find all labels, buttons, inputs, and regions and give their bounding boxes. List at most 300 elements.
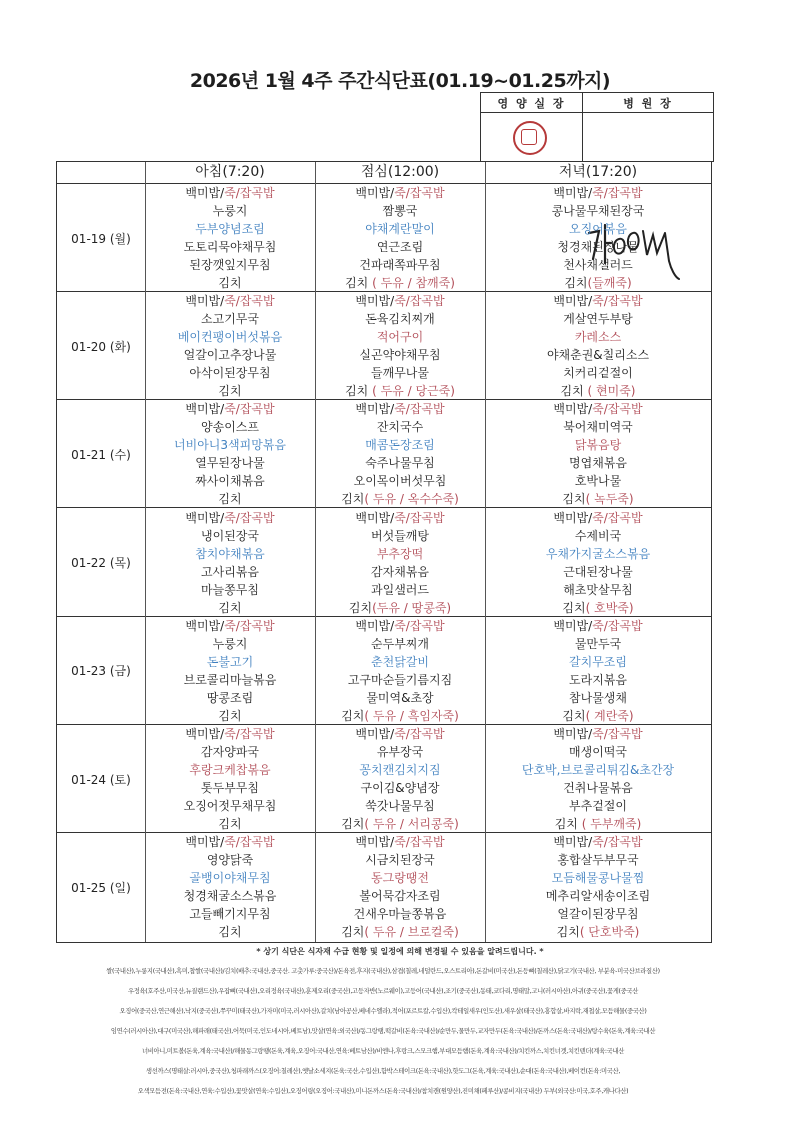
menu-item-text: 꽁치캔김치지짐 bbox=[359, 763, 441, 777]
approval-box bbox=[480, 92, 714, 162]
origin-line: 오징어(중국산,연근해산),낙지(중국산),쭈꾸미(태국산),가자미(미국,러시아산),갈치(남아공산,베네수엘라),적어(포르트칼,수입산),칵테일새우(인도산),새우살(태국산),홍합살,바지락,재첩살,모듬해물(중국산) bbox=[119, 1008, 647, 1015]
menu-item-text: 백미밥/ bbox=[185, 618, 225, 633]
menu-item-text: 얼갈이된장무침 bbox=[557, 907, 639, 922]
menu-item-text: ( 두유 / 참깨죽) bbox=[372, 276, 455, 290]
menu-item bbox=[485, 472, 711, 490]
menu-item bbox=[145, 635, 315, 653]
dinner-menu bbox=[485, 509, 711, 617]
menu-item bbox=[485, 400, 711, 418]
menu-item-text: 두부양념조림 bbox=[195, 222, 265, 236]
menu-item-text: 카레소스 bbox=[574, 330, 622, 345]
menu-item bbox=[145, 653, 315, 671]
menu-item bbox=[485, 545, 711, 563]
menu-item-text: 열무된장나물 bbox=[195, 456, 265, 471]
menu-item bbox=[315, 527, 485, 545]
dinner-menu bbox=[485, 725, 711, 833]
menu-item-text: 된장깻잎지무침 bbox=[189, 258, 271, 272]
menu-item bbox=[485, 563, 711, 581]
menu-item-text: 마늘쫑무침 bbox=[201, 582, 259, 597]
menu-item-text: 너비아니3색피망볶음 bbox=[174, 438, 286, 453]
menu-item bbox=[315, 653, 485, 671]
menu-item bbox=[485, 599, 711, 617]
seal-stamp bbox=[513, 121, 547, 155]
menu-item bbox=[485, 905, 711, 923]
column-divider bbox=[315, 162, 316, 942]
menu-item bbox=[145, 454, 315, 472]
breakfast-menu bbox=[145, 833, 315, 941]
day-date: 01-21 (수) bbox=[71, 447, 131, 462]
menu-item-text: 청경채된장나물 bbox=[557, 240, 639, 254]
menu-item bbox=[315, 923, 485, 941]
origin-line: 너비아니,미트볼(돈육,계육:국내산)/해물동그랑땡(돈육,계육,오징어:국내산,연육:베트남산)/비엔나,후랑크,스모크햄,부대모듬햄(돈육,계육:국내산)/치킨까스,치킨너겟,치킨텐더(계육:국내산 bbox=[141, 1048, 625, 1055]
menu-item bbox=[315, 617, 485, 635]
menu-item bbox=[145, 689, 315, 707]
menu-item bbox=[145, 545, 315, 563]
menu-item-text: 수제비국 bbox=[574, 528, 622, 543]
menu-item bbox=[145, 184, 315, 202]
menu-item-text: 백미밥/ bbox=[355, 835, 395, 850]
menu-item bbox=[145, 761, 315, 779]
menu-item bbox=[315, 328, 485, 346]
menu-item-text: 김치 bbox=[562, 708, 586, 723]
day-date: 01-20 (화) bbox=[71, 339, 131, 354]
notice-text: * 상기 식단은 식자재 수급 현황 및 일정에 의해 변경될 수 있음을 알려드립니다. * bbox=[256, 947, 544, 956]
menu-item bbox=[485, 454, 711, 472]
menu-item-text: 김치 bbox=[564, 276, 588, 290]
menu-item bbox=[485, 184, 711, 202]
menu-item-text: 죽/잡곡밥 bbox=[394, 727, 445, 741]
menu-item-text: 백미밥/ bbox=[553, 510, 593, 525]
menu-item bbox=[315, 671, 485, 689]
menu-item bbox=[315, 581, 485, 599]
menu-item-text: 백미밥/ bbox=[185, 727, 225, 741]
menu-item-text: 김치 bbox=[562, 600, 586, 615]
menu-item bbox=[485, 779, 711, 797]
menu-item-text: 백미밥/ bbox=[553, 186, 593, 200]
menu-item-text: 동그랑땡전 bbox=[371, 871, 429, 886]
menu-item-text: ( 두유 / 옥수수죽) bbox=[364, 492, 459, 507]
menu-item-text: 적어구이 bbox=[376, 330, 424, 345]
menu-item-text: 백미밥/ bbox=[553, 402, 593, 417]
menu-item-text: 김치 bbox=[341, 708, 365, 723]
day-row bbox=[57, 617, 711, 725]
day-row bbox=[57, 509, 711, 617]
menu-item bbox=[145, 833, 315, 851]
menu-item-text: ( 단호박죽) bbox=[579, 925, 640, 940]
menu-item bbox=[315, 220, 485, 238]
menu-item-text: (들깨죽) bbox=[587, 276, 632, 290]
menu-item bbox=[145, 328, 315, 346]
menu-item-text: 해초맛살무침 bbox=[563, 582, 633, 597]
menu-item-text: 명엽채볶음 bbox=[569, 456, 627, 471]
menu-item-text: 실곤약야채무침 bbox=[359, 348, 441, 363]
menu-item-text: 돈불고기 bbox=[206, 654, 254, 669]
origin-info bbox=[58, 962, 708, 1102]
menu-item-text: 백미밥/ bbox=[185, 294, 225, 309]
menu-item bbox=[145, 418, 315, 436]
menu-item-text: 죽/잡곡밥 bbox=[394, 402, 445, 417]
menu-item-text: 죽/잡곡밥 bbox=[394, 510, 445, 525]
menu-item bbox=[315, 725, 485, 743]
dinner-menu bbox=[485, 617, 711, 725]
menu-item-text: 김치 bbox=[218, 276, 242, 290]
menu-item-text: 김치 bbox=[218, 708, 242, 723]
director-label: 병 원 장 bbox=[583, 93, 713, 113]
menu-item-text: 과일샐러드 bbox=[371, 582, 429, 597]
menu-item bbox=[145, 364, 315, 382]
menu-item-text: 백미밥/ bbox=[355, 510, 395, 525]
menu-item-text: 북어채미역국 bbox=[563, 420, 633, 435]
menu-item-text: 쑥갓나물무침 bbox=[365, 799, 435, 813]
menu-item-text: 김치 bbox=[562, 492, 586, 507]
menu-item bbox=[315, 509, 485, 527]
nutritionist-label: 영 양 실 장 bbox=[481, 93, 583, 113]
menu-item-text: 죽/잡곡밥 bbox=[592, 186, 643, 200]
menu-item bbox=[485, 635, 711, 653]
lunch-menu bbox=[315, 617, 485, 725]
menu-item bbox=[315, 815, 485, 833]
menu-item bbox=[145, 436, 315, 454]
menu-item bbox=[145, 509, 315, 527]
menu-item bbox=[315, 238, 485, 256]
menu-item-text: 매생이떡국 bbox=[569, 745, 627, 759]
menu-item-text: 백미밥/ bbox=[185, 186, 225, 200]
menu-item-text: 골뱅이야채무침 bbox=[189, 871, 271, 886]
menu-item-text: 베이컨팽이버섯볶음 bbox=[177, 330, 283, 345]
menu-item-text: 들깨무나물 bbox=[371, 366, 429, 381]
lunch-menu bbox=[315, 292, 485, 400]
menu-item-text: 오징어젓무채무침 bbox=[183, 799, 277, 813]
menu-item bbox=[315, 346, 485, 364]
origin-line: 쌀(국내산),누룽지(국내산),흑미,찹쌀(국내산)/김치(배추:국내산,중국산. 고춧가루:중국산)/돈육전,후지(국내산),삼겹(칠레,네덜란드,오스트리아),돈갈비(미국산),돈등뼈(칠레산),닭고기(국내산, 부분육-미국산브라질산) bbox=[106, 968, 660, 975]
menu-item bbox=[145, 563, 315, 581]
menu-item-text: 아삭이된장무침 bbox=[189, 366, 271, 381]
menu-item-text: 백미밥/ bbox=[355, 618, 395, 633]
menu-item bbox=[485, 490, 711, 508]
menu-item bbox=[315, 184, 485, 202]
menu-item-text: 소고기무국 bbox=[201, 312, 259, 327]
menu-item-text: 김치 bbox=[348, 600, 373, 615]
menu-item-text: 도라지볶음 bbox=[569, 672, 627, 687]
menu-item bbox=[315, 635, 485, 653]
menu-item bbox=[145, 743, 315, 761]
menu-item bbox=[315, 779, 485, 797]
menu-item bbox=[145, 490, 315, 508]
menu-item bbox=[315, 869, 485, 887]
menu-item bbox=[485, 509, 711, 527]
menu-item bbox=[145, 274, 315, 292]
lunch-menu bbox=[315, 833, 485, 941]
menu-item-text: 죽/잡곡밥 bbox=[592, 294, 643, 309]
menu-item-text: 부추장떡 bbox=[376, 546, 424, 561]
menu-item-text: 숙주나물무침 bbox=[365, 456, 435, 471]
menu-item bbox=[315, 454, 485, 472]
origin-line: 생선까스(명태살:러시아,중국산),청파래까스(오징어:칠레산),옛날소세지(돈육:국산,수입산),함박스테이크(돈육:국내산),핫도그(돈육,계육:국내산),순대(돈육:국내산),베이컨(돈육:미국산, bbox=[145, 1068, 621, 1075]
menu-item-text: ( 현미죽) bbox=[587, 384, 636, 399]
menu-item bbox=[315, 490, 485, 508]
menu-item-text: ( 두유 / 서리콩죽) bbox=[364, 817, 459, 831]
menu-item-text: 갈치무조림 bbox=[569, 654, 627, 669]
menu-item-text: 백미밥/ bbox=[553, 618, 593, 633]
menu-item bbox=[485, 436, 711, 454]
breakfast-menu bbox=[145, 617, 315, 725]
day-date: 01-22 (목) bbox=[71, 556, 131, 571]
menu-item-text: 죽/잡곡밥 bbox=[394, 294, 445, 309]
menu-item-text: 죽/잡곡밥 bbox=[224, 727, 275, 741]
day-row bbox=[57, 400, 711, 508]
menu-item bbox=[485, 689, 711, 707]
menu-item-text: 죽/잡곡밥 bbox=[224, 835, 275, 850]
day-row bbox=[57, 833, 711, 941]
menu-item bbox=[145, 346, 315, 364]
menu-item bbox=[315, 599, 485, 617]
lunch-menu bbox=[315, 725, 485, 833]
menu-item bbox=[315, 256, 485, 274]
menu-item-text: 김치 bbox=[341, 817, 365, 831]
menu-item-text: 죽/잡곡밥 bbox=[394, 618, 445, 633]
menu-item-text: 감자양파국 bbox=[201, 745, 259, 759]
menu-item-text: 백미밥/ bbox=[185, 510, 225, 525]
menu-item-text: 연근조림 bbox=[376, 240, 424, 254]
menu-item-text: 죽/잡곡밥 bbox=[224, 618, 275, 633]
menu-item-text: 누룽지 bbox=[212, 636, 248, 651]
menu-item bbox=[485, 653, 711, 671]
menu-item bbox=[485, 797, 711, 815]
menu-item-text: 건새우마늘쫑볶음 bbox=[353, 907, 447, 922]
page-title: 2026년 1월 4주 주간식단표(01.19~01.25까지) bbox=[189, 70, 611, 92]
day-date: 01-19 (월) bbox=[71, 231, 131, 246]
menu-item-text: 죽/잡곡밥 bbox=[592, 835, 643, 850]
menu-item bbox=[485, 527, 711, 545]
header-row bbox=[57, 162, 711, 184]
menu-item bbox=[485, 292, 711, 310]
menu-item-text: 백미밥/ bbox=[185, 402, 225, 417]
menu-item-text: 오징어볶음 bbox=[569, 222, 627, 236]
day-date: 01-24 (토) bbox=[71, 772, 131, 787]
day-row bbox=[57, 292, 711, 400]
menu-item-text: 고들빼기지무침 bbox=[189, 907, 271, 922]
menu-item bbox=[145, 292, 315, 310]
menu-item-text: ( 계란죽) bbox=[585, 708, 634, 723]
origin-line: 우정육(호주산,미국산,뉴질랜드산),우잡뼈(국내산),오리정육(국내산),훈제오리(중국산),고등자반(노르웨이),고등어(국내산),조기(중국산),동태,코다리,명태말,고니(러시아산),아귀(중국산),꽃게(중국산 bbox=[127, 988, 639, 995]
breakfast-menu bbox=[145, 292, 315, 400]
menu-item-text: 매콤돈장조림 bbox=[365, 438, 435, 453]
menu-item-text: 근대된장나물 bbox=[563, 564, 633, 579]
day-date: 01-23 (금) bbox=[71, 664, 131, 679]
menu-item-text: 김치 bbox=[345, 384, 373, 399]
menu-item bbox=[315, 905, 485, 923]
menu-item-text: 김치 bbox=[341, 492, 365, 507]
menu-item bbox=[485, 346, 711, 364]
menu-item bbox=[485, 671, 711, 689]
menu-item-text: 짜사이채볶음 bbox=[195, 474, 265, 489]
menu-item bbox=[145, 382, 315, 400]
menu-item-text: 김치 bbox=[341, 925, 365, 940]
lunch-header: 점심(12:00) bbox=[360, 164, 440, 180]
menu-item bbox=[315, 292, 485, 310]
director-sign-cell bbox=[583, 113, 713, 161]
menu-item bbox=[485, 382, 711, 400]
menu-item-text: 백미밥/ bbox=[355, 294, 395, 309]
menu-item bbox=[145, 599, 315, 617]
dinner-menu bbox=[485, 184, 711, 292]
menu-item-text: 백미밥/ bbox=[355, 186, 395, 200]
menu-item-text: 백미밥/ bbox=[553, 294, 593, 309]
weekly-menu-table bbox=[56, 161, 712, 943]
menu-item-text: 유부장국 bbox=[376, 745, 424, 759]
menu-item-text: 게살연두부탕 bbox=[563, 312, 633, 327]
menu-item bbox=[145, 238, 315, 256]
menu-item-text: 감자채볶음 bbox=[371, 564, 429, 579]
menu-item bbox=[145, 472, 315, 490]
menu-item-text: 야채계란말이 bbox=[365, 222, 435, 236]
menu-item-text: 콩나물무채된장국 bbox=[551, 204, 645, 218]
day-date: 01-25 (일) bbox=[71, 880, 131, 895]
menu-item-text: 우채가지굴소스볶음 bbox=[545, 546, 651, 561]
menu-item bbox=[145, 400, 315, 418]
menu-item-text: 백미밥/ bbox=[355, 727, 395, 741]
menu-item-text: 죽/잡곡밥 bbox=[592, 402, 643, 417]
menu-item-text: 호박나물 bbox=[574, 474, 622, 489]
menu-item-text: ( 두부깨죽) bbox=[581, 817, 642, 831]
menu-item-text: 도토리묵야채무침 bbox=[183, 240, 277, 254]
menu-item-text: 볼어묵감자조림 bbox=[359, 889, 441, 904]
menu-item-text: 얼갈이고추장나물 bbox=[183, 348, 277, 363]
menu-item-text: 죽/잡곡밥 bbox=[592, 510, 643, 525]
menu-item bbox=[145, 869, 315, 887]
menu-item bbox=[485, 923, 711, 941]
menu-item bbox=[485, 869, 711, 887]
menu-item-text: 건취나물볶음 bbox=[563, 781, 633, 795]
day-row bbox=[57, 725, 711, 833]
menu-item-text: 김치 bbox=[218, 600, 242, 615]
menu-item-text: 짬뽕국 bbox=[382, 204, 418, 218]
menu-item bbox=[145, 707, 315, 725]
menu-item bbox=[315, 310, 485, 328]
menu-item-text: 김치 bbox=[345, 276, 373, 290]
menu-item bbox=[145, 310, 315, 328]
menu-item bbox=[315, 436, 485, 454]
menu-item bbox=[145, 527, 315, 545]
menu-item-text: 홍합살두부무국 bbox=[557, 853, 639, 868]
menu-item-text: 죽/잡곡밥 bbox=[224, 402, 275, 417]
menu-item bbox=[485, 851, 711, 869]
menu-item-text: 시금치된장국 bbox=[365, 853, 435, 868]
menu-item bbox=[315, 418, 485, 436]
menu-item-text: ( 두유 / 브로컬죽) bbox=[364, 925, 459, 940]
menu-item-text: 김치 bbox=[556, 925, 580, 940]
menu-item-text: ( 두유 / 흑임자죽) bbox=[364, 708, 459, 723]
menu-item-text: 참나물생채 bbox=[569, 690, 627, 705]
nutritionist-seal-cell bbox=[481, 113, 583, 161]
menu-item bbox=[485, 887, 711, 905]
menu-item bbox=[315, 887, 485, 905]
menu-item bbox=[485, 220, 711, 238]
breakfast-menu bbox=[145, 400, 315, 508]
menu-item-text: 닭볶음탕 bbox=[574, 438, 622, 453]
menu-item-text: 건파래쪽파무침 bbox=[359, 258, 441, 272]
dinner-menu bbox=[485, 400, 711, 508]
menu-item-text: 김치 bbox=[218, 817, 242, 831]
menu-item bbox=[145, 923, 315, 941]
menu-item bbox=[315, 382, 485, 400]
menu-item-text: ( 두유 / 당근죽) bbox=[372, 384, 455, 399]
menu-item-text: 버섯들깨탕 bbox=[371, 528, 429, 543]
menu-item bbox=[145, 220, 315, 238]
menu-item-text: 김치 bbox=[554, 817, 582, 831]
menu-item-text: 죽/잡곡밥 bbox=[224, 186, 275, 200]
menu-item-text: 죽/잡곡밥 bbox=[224, 294, 275, 309]
menu-item-text: 브로콜리마늘볶음 bbox=[183, 672, 277, 687]
menu-item-text: 부추겉절이 bbox=[569, 799, 627, 813]
menu-item-text: 고사리볶음 bbox=[201, 564, 259, 579]
menu-item bbox=[485, 725, 711, 743]
lunch-menu bbox=[315, 184, 485, 292]
day-row bbox=[57, 184, 711, 292]
menu-item-text: 백미밥/ bbox=[553, 835, 593, 850]
menu-item-text: ( 녹두죽) bbox=[585, 492, 634, 507]
menu-item-text: 물만두국 bbox=[574, 636, 622, 651]
menu-item bbox=[485, 202, 711, 220]
menu-item bbox=[315, 400, 485, 418]
menu-item bbox=[315, 833, 485, 851]
menu-item bbox=[485, 364, 711, 382]
menu-item-text: 참치야채볶음 bbox=[195, 546, 265, 561]
menu-item-text: 누룽지 bbox=[212, 204, 248, 218]
menu-item-text: 오이목이버섯무침 bbox=[353, 474, 447, 489]
menu-item-text: 백미밥/ bbox=[185, 835, 225, 850]
menu-item-text: 김치 bbox=[560, 384, 588, 399]
menu-item bbox=[485, 310, 711, 328]
menu-item-text: 죽/잡곡밥 bbox=[592, 727, 643, 741]
menu-item-text: 순두부찌개 bbox=[371, 636, 429, 651]
menu-item-text: 죽/잡곡밥 bbox=[224, 510, 275, 525]
menu-item-text: 백미밥/ bbox=[553, 727, 593, 741]
menu-item-text: 김치 bbox=[218, 492, 242, 507]
menu-item-text: 구이김&양념장 bbox=[360, 781, 440, 795]
menu-item bbox=[145, 617, 315, 635]
menu-item bbox=[485, 256, 711, 274]
column-divider bbox=[145, 162, 146, 942]
menu-item bbox=[485, 274, 711, 292]
menu-item bbox=[315, 563, 485, 581]
lunch-menu bbox=[315, 509, 485, 617]
menu-item bbox=[485, 833, 711, 851]
menu-item-text: 단호박,브로콜리튀김&초간장 bbox=[521, 763, 675, 777]
menu-item-text: 양송이스프 bbox=[201, 420, 259, 435]
menu-item bbox=[145, 797, 315, 815]
menu-item bbox=[485, 581, 711, 599]
menu-item-text: 청경채굴소스볶음 bbox=[183, 889, 277, 904]
menu-item bbox=[485, 707, 711, 725]
menu-item-text: 톳두부무침 bbox=[201, 781, 259, 795]
breakfast-menu bbox=[145, 509, 315, 617]
menu-item-text: 영양닭죽 bbox=[206, 853, 254, 868]
dinner-menu bbox=[485, 292, 711, 400]
menu-item-text: 땅콩조림 bbox=[206, 690, 254, 705]
menu-item bbox=[315, 743, 485, 761]
menu-item-text: 고구마순들기름지짐 bbox=[347, 672, 453, 687]
menu-item-text: 죽/잡곡밥 bbox=[394, 835, 445, 850]
menu-item bbox=[315, 274, 485, 292]
menu-item bbox=[485, 815, 711, 833]
menu-item-text: 야채춘권&칠리소스 bbox=[546, 348, 650, 363]
menu-item bbox=[485, 418, 711, 436]
column-divider bbox=[485, 162, 486, 942]
menu-item bbox=[485, 617, 711, 635]
menu-item-text: 메추리알새송이조림 bbox=[545, 889, 651, 904]
menu-item-text: 물미역&초장 bbox=[366, 690, 434, 705]
